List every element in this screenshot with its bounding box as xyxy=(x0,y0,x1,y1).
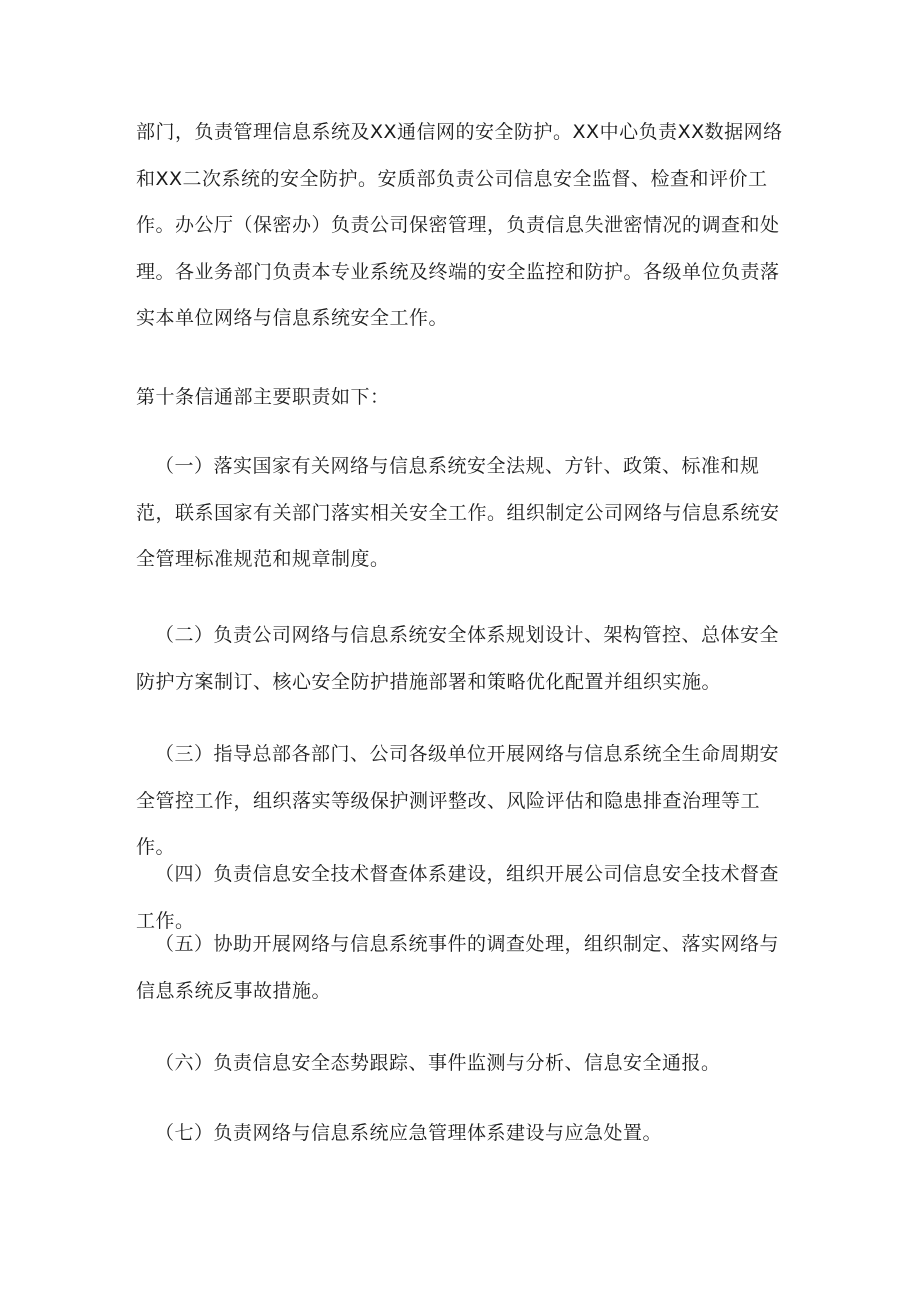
intro-paragraph: 部门，负责管理信息系统及XX通信网的安全防护。XX中心负责XX数据网络和XX二次系统的安全防护。安质部负责公司信息安全监督、检查和评价工作。办公厅（保密办）负责公司保密管理，负责信息失泄密情况的调查和处理。各业务部门负责本专业系统及终端的安全监控和防护。各级单位负责落实本单位网络与信息系统安全工作。 xyxy=(136,121,783,329)
duty-item-3: （三）指导总部各部门、公司各级单位开展网络与信息系统全生命周期安全管控工作，组织落实等级保护测评整改、风险评估和隐患排查治理等工作。 xyxy=(136,743,780,858)
duty-item-6: （六）负责信息安全态势跟踪、事件监测与分析、信息安全通报。 xyxy=(155,1052,721,1074)
article-heading: 第十条信通部主要职责如下： xyxy=(136,386,390,408)
duty-item-5: （五）协助开展网络与信息系统事件的调查处理，组织制定、落实网络与信息系统反事故措施。 xyxy=(136,933,780,1002)
duty-item-4: （四）负责信息安全技术督查体系建设，组织开展公司信息安全技术督查工作。 xyxy=(136,863,780,932)
duty-item-7: （七）负责网络与信息系统应急管理体系建设与应急处置。 xyxy=(155,1122,663,1144)
duty-item-1: （一）落实国家有关网络与信息系统安全法规、方针、政策、标准和规范，联系国家有关部门落实相关安全工作。组织制定公司网络与信息系统安全管理标准规范和规章制度。 xyxy=(136,455,780,570)
duty-item-2: （二）负责公司网络与信息系统安全体系规划设计、架构管控、总体安全防护方案制订、核心安全防护措施部署和策略优化配置并组织实施。 xyxy=(136,624,780,693)
